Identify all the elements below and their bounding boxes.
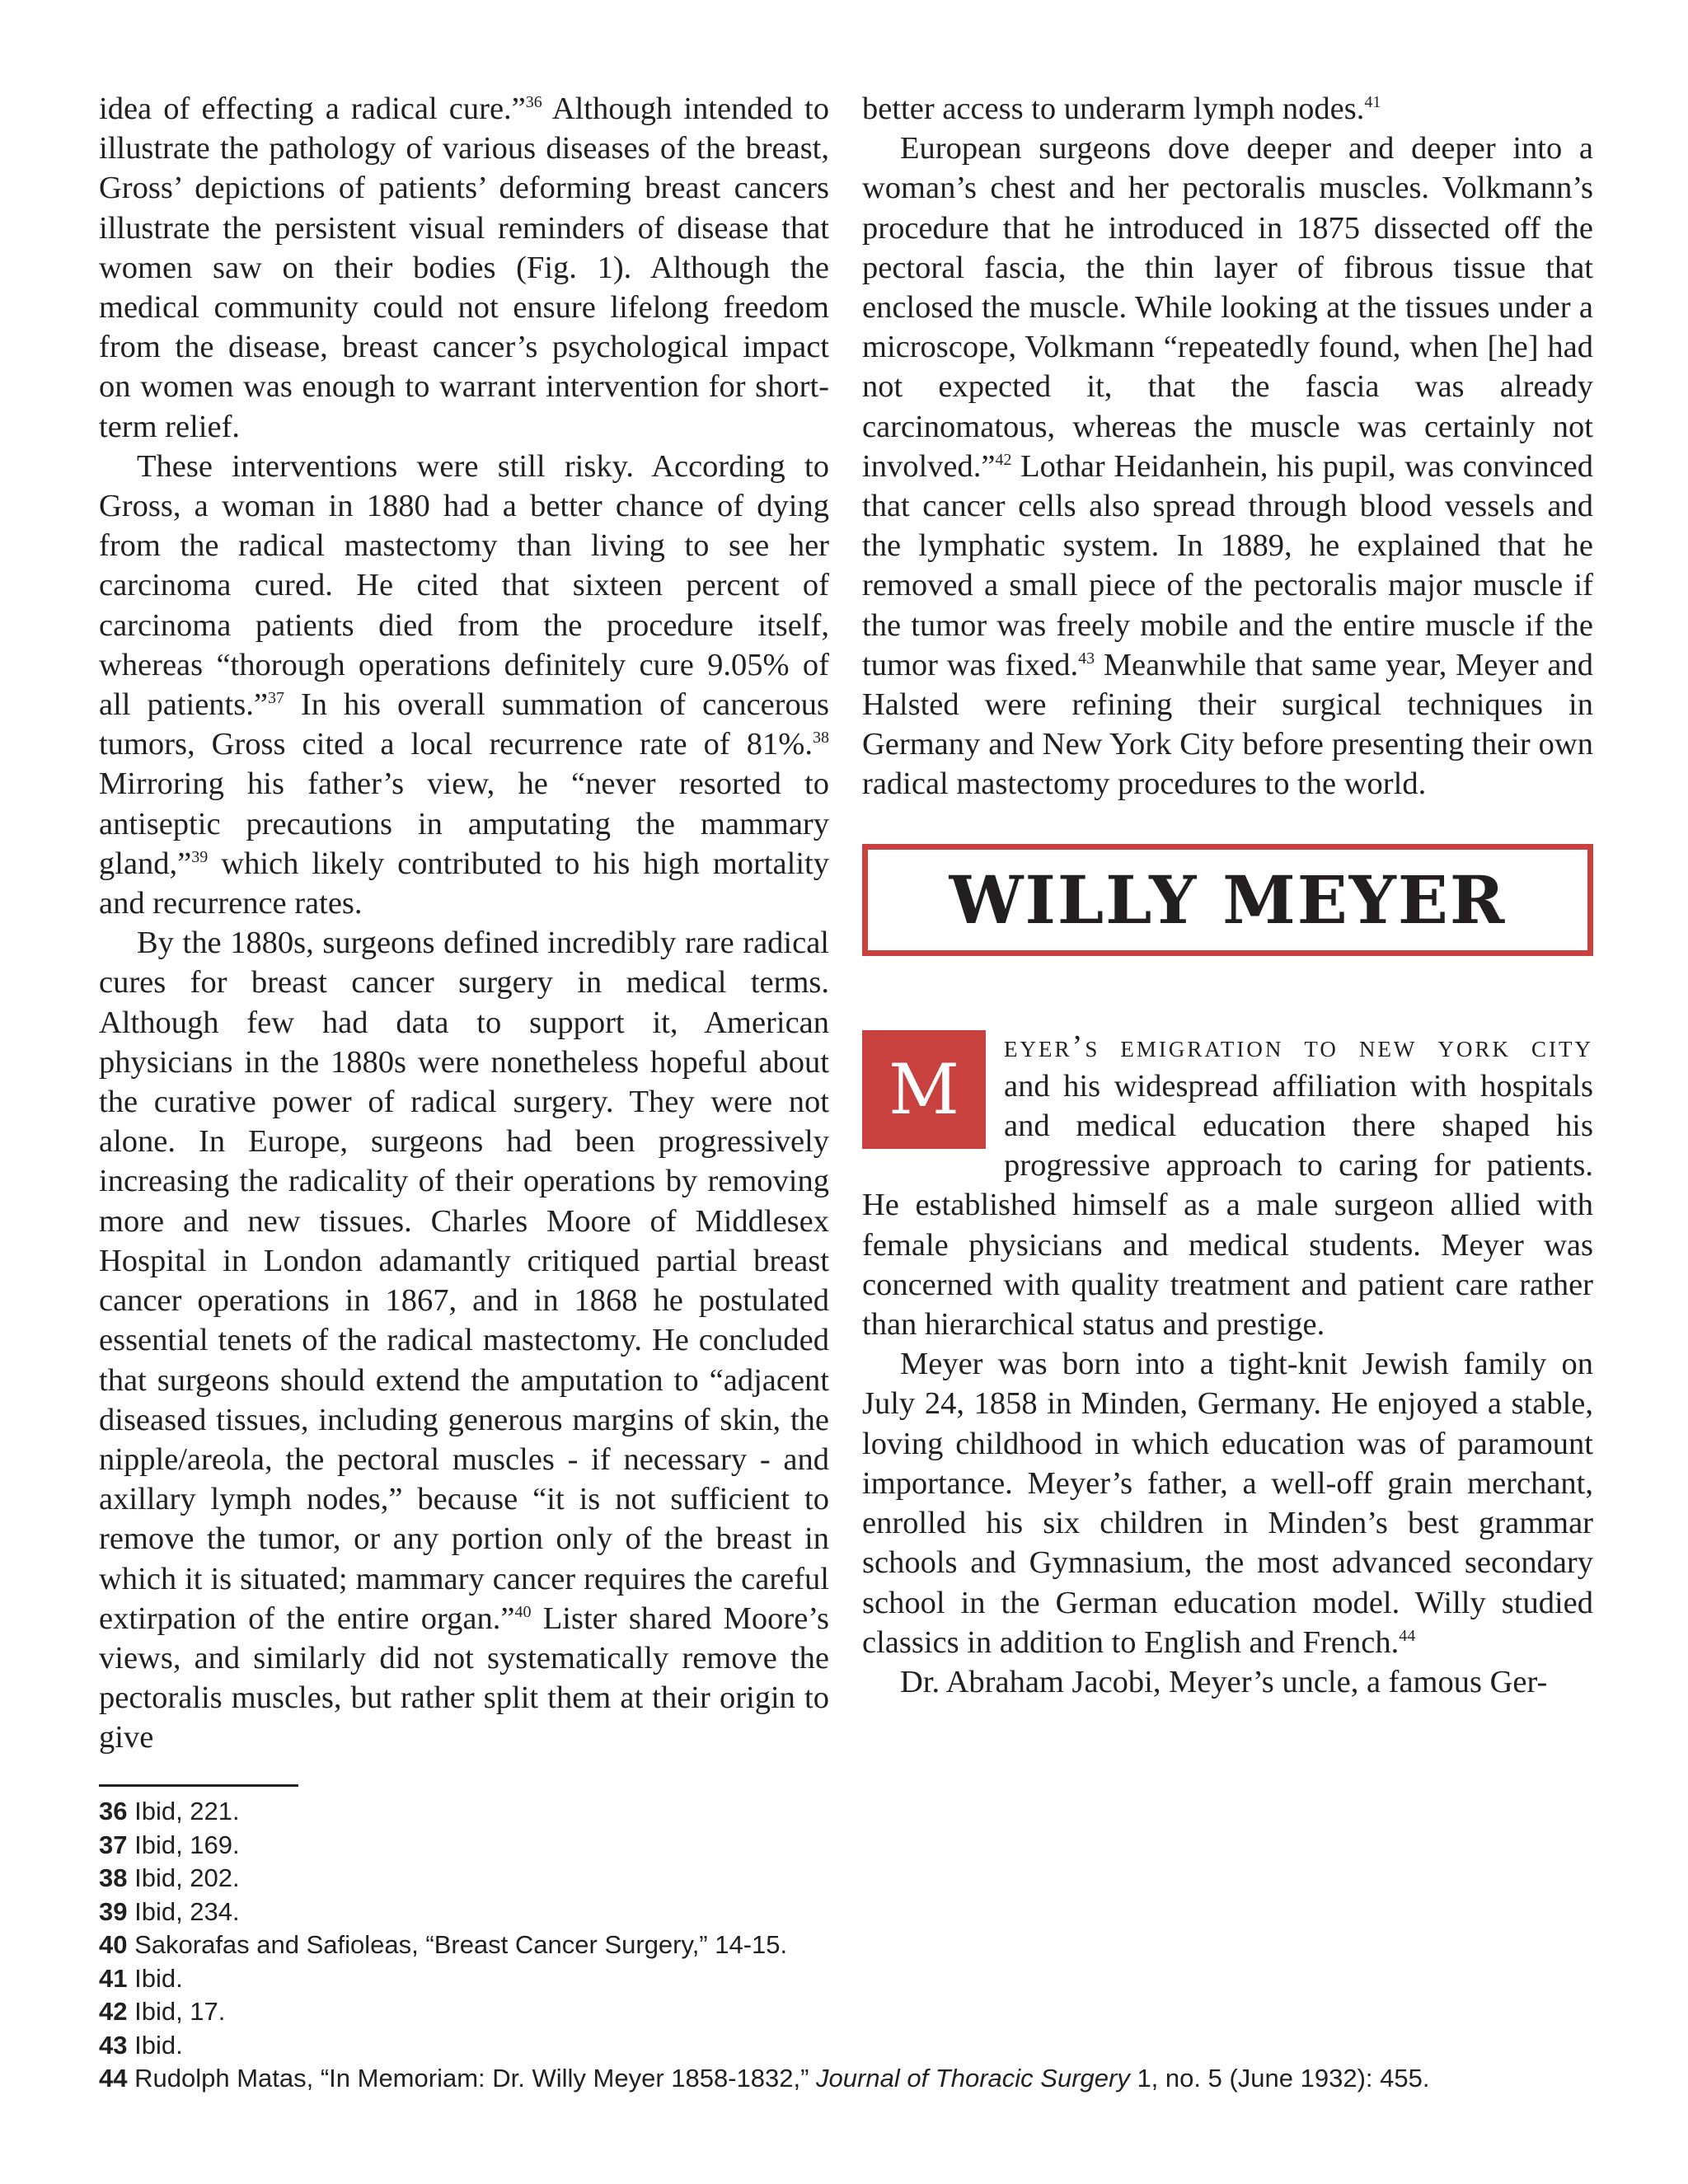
- footnote: [99, 1829, 1599, 1863]
- text-run: Meanwhile that same year, Meyer and Halsted were refining their surgical techniques in Germany and New York City before presenting their own radical mastectomy procedures to the world.: [862, 647, 1593, 802]
- text-run: and his widespread affiliation with hospitals and medical education there shaped his progressive approach to caring for patients. He established himself as a male surgeon allied with female physicians and medical students. Meyer was concerned with quality treatment and patient care rather than hierarchical status and prestige.: [862, 1068, 1593, 1343]
- drop-cap: M: [862, 1030, 986, 1149]
- paragraph: [862, 89, 1593, 129]
- footnote-ref[interactable]: 39: [191, 848, 209, 867]
- journal-title: Journal of Thoracic Surgery: [816, 2064, 1130, 2093]
- text-run: European surgeons dove deeper and deeper into a woman’s chest and her pectoralis muscles. Volkmann’s procedure that he introduced in 1875 dissected off the pectoral fascia, the thin layer of fibrous tissue that enclosed the muscle. While looking at the tissues under a microscope, Volkmann “repeatedly found, when [he] had not expected it, that the fascia was already carcinomatous, whereas the muscle was certainly not involved.”: [862, 131, 1593, 484]
- text-run: Dr. Abraham Jacobi, Meyer’s uncle, a famous Ger-: [900, 1664, 1548, 1699]
- footnote-text: 1, no. 5 (June 1932): 455.: [1129, 2064, 1430, 2093]
- lead-in-smallcaps: eyer’s emigration to new york city: [1004, 1029, 1593, 1064]
- paragraph: [862, 1027, 1593, 1345]
- text-run: By the 1880s, surgeons defined incredibly rare radical cures for breast cancer surgery in medical terms. Although few had data to support it, American physicians in the 1880s were nonetheless hopeful about the curative power of radical surgery. They were not alone. In Europe, surgeons had been progressively increasing the radicality of their operations by removing more and new tissues. Charles Moore of Middlesex Hospital in London adamantly critiqued partial breast cancer operations in 1867, and in 1868 he postulated essential tenets of the radical mastectomy. He concluded that surgeons should extend the amputation to “adjacent diseased tissues, including generous margins of skin, the nipple/areola, the pectoral muscles - if necessary - and axillary lymph nodes,” because “it is not sufficient to remove the tumor, or any portion only of the breast in which it is situated; mammary cancer requires the careful extirpation of the entire organ.”: [99, 926, 829, 1636]
- paragraph: [99, 923, 829, 1757]
- footnote: [99, 1862, 1599, 1896]
- text-run: Meyer was born into a tight-knit Jewish family on July 24, 1858 in Minden, Germany. He enjoyed a stable, loving childhood in which education was of paramount importance. Meyer’s father, a well-off grain merchant, enrolled his six children in Minden’s best grammar schools and Gymnasium, the most advanced secondary school in the German education model. Willy studied classics in addition to English and French.: [862, 1347, 1593, 1660]
- text-run: Lothar Heidanhein, his pupil, was convinced that cancer cells also spread through blood vessels and the lymphatic system. In 1889, he explained that he removed a small piece of the pectoralis major muscle if the tumor was freely mobile and the entire muscle if the tumor was fixed.: [862, 448, 1593, 682]
- footnote-text: Ibid, 234.: [127, 1896, 240, 1926]
- footnote: [99, 1962, 1599, 1996]
- footnote-text: Ibid.: [127, 2030, 183, 2060]
- section-heading: WILLY MEYER: [949, 860, 1507, 939]
- footnote-text: Ibid, 202.: [127, 1863, 240, 1892]
- section-heading-box: [862, 844, 1593, 956]
- footnote: [99, 1995, 1599, 2029]
- paragraph: [99, 447, 829, 923]
- footnote-ref[interactable]: 41: [1364, 93, 1381, 112]
- footnote-number: 42: [99, 1997, 128, 2026]
- footnote-ref[interactable]: 42: [995, 451, 1012, 469]
- paragraph: [862, 1662, 1593, 1702]
- text-run: Mirroring his father’s view, he “never resorted to antiseptic precautions in amputating the mammary gland,”: [99, 766, 829, 881]
- footnote-text: Rudolph Matas, “In Memoriam: Dr. Willy Meyer 1858-1832,”: [127, 2064, 817, 2093]
- footnote: [99, 2029, 1599, 2063]
- footnote-number: 43: [99, 2030, 128, 2060]
- footnote: [99, 1795, 1599, 1829]
- text-run: In his overall summation of cancerous tumors, Gross cited a local recurrence rate of 81%.: [99, 687, 829, 762]
- footnote-number: 38: [99, 1863, 128, 1892]
- text-run: better access to underarm lymph nodes.: [862, 91, 1365, 126]
- paragraph: [862, 129, 1593, 804]
- footnote-number: 37: [99, 1830, 128, 1859]
- text-run: Lister shared Moore’s views, and similarly did not systematically remove the pectoralis muscles, but rather split them at their origin to give: [99, 1601, 829, 1755]
- footnote-ref[interactable]: 44: [1399, 1626, 1416, 1645]
- footnote-ref[interactable]: 37: [267, 689, 284, 708]
- footnote-ref[interactable]: 43: [1078, 649, 1095, 668]
- text-run: These interventions were still risky. According to Gross, a woman in 1880 had a better chance of dying from the radical mastectomy than living to see her carcinoma cured. He cited that sixteen percent of carcinoma patients died from the procedure itself, whereas “thorough operations definitely cure 9.05% of all patients.”: [99, 448, 829, 723]
- footnote: [99, 2062, 1599, 2096]
- footnote: [99, 1896, 1599, 1929]
- paragraph: [862, 1344, 1593, 1662]
- text-run: idea of effecting a radical cure.”: [99, 91, 526, 126]
- right-column: [862, 89, 1593, 1702]
- left-column: [99, 89, 829, 1758]
- footnote-ref[interactable]: 38: [813, 729, 829, 748]
- footnote-ref[interactable]: 40: [514, 1602, 532, 1621]
- footnote-number: 44: [99, 2064, 128, 2093]
- section-body: [862, 1027, 1593, 1702]
- text-run: Although intended to illustrate the pathology of various diseases of the breast, Gross’ depictions of patients’ deforming breast cancers illustrate the persistent visual reminders of disease that women saw on their bodies (Fig. 1). Although the medical community could not ensure lifelong freedom from the disease, breast cancer’s psychological impact on women was enough to warrant intervention for short-term relief.: [99, 91, 829, 444]
- footnote-text: Ibid, 169.: [127, 1830, 240, 1859]
- footnote-ref[interactable]: 36: [525, 93, 542, 112]
- footnote-number: 40: [99, 1930, 128, 1959]
- footnote-divider: [99, 1784, 298, 1787]
- footnotes: [99, 1795, 1599, 2096]
- footnote-text: Ibid.: [127, 1963, 183, 1993]
- footnote-text: Ibid, 17.: [127, 1997, 226, 2026]
- paragraph: [99, 89, 829, 447]
- footnote-text: Sakorafas and Safioleas, “Breast Cancer Surgery,” 14-15.: [127, 1930, 788, 1959]
- footnote-number: 36: [99, 1797, 128, 1825]
- footnote-text: Ibid, 221.: [127, 1797, 240, 1825]
- footnote: [99, 1929, 1599, 1962]
- text-run: which likely contributed to his high mortality and recurrence rates.: [99, 846, 829, 921]
- footnote-number: 39: [99, 1896, 128, 1926]
- footnote-number: 41: [99, 1963, 128, 1993]
